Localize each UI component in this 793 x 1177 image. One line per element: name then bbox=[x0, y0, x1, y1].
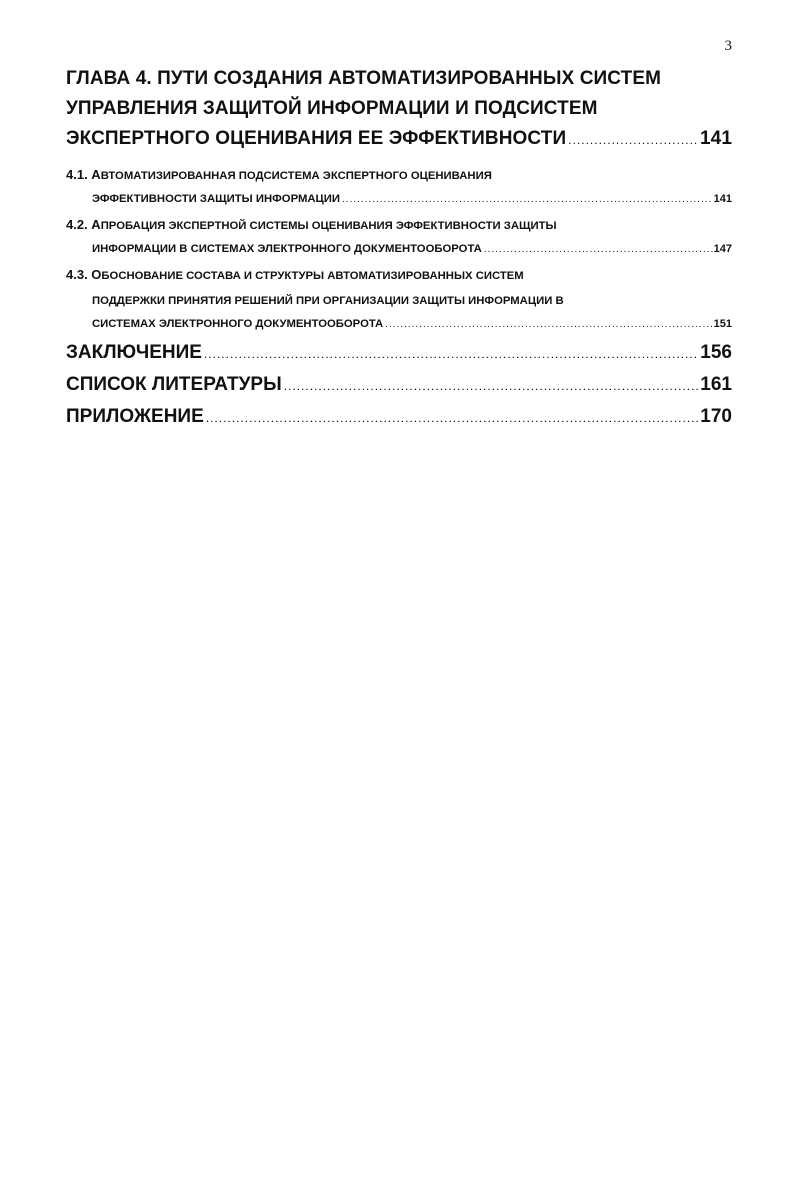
section-title-initial: О bbox=[91, 267, 102, 282]
section-entry-4-3[interactable] bbox=[66, 262, 732, 337]
toc-entry-appendix[interactable] bbox=[66, 401, 732, 433]
dot-leader bbox=[568, 125, 699, 155]
chapter-title-text: ЭКСПЕРТНОГО ОЦЕНИВАНИЯ ЕЕ ЭФФЕКТИВНОСТИ bbox=[66, 128, 567, 149]
section-title-text: БОСНОВАНИЕ СОСТАВА И СТРУКТУРЫ АВТОМАТИЗИРОВАННЫХ СИСТЕМ bbox=[101, 270, 524, 282]
dot-leader bbox=[204, 338, 699, 370]
section-page-number: 147 bbox=[713, 243, 732, 255]
section-number: 4.2. bbox=[66, 217, 92, 232]
section-title-line bbox=[66, 162, 732, 187]
chapter-title-line-1: ГЛАВА 4. ПУТИ СОЗДАНИЯ АВТОМАТИЗИРОВАННЫХ СИСТЕМ bbox=[66, 68, 662, 89]
entry-page-number: 170 bbox=[700, 406, 732, 427]
dot-leader bbox=[385, 312, 712, 337]
section-title-continuation: ИНФОРМАЦИИ В СИСТЕМАХ ЭЛЕКТРОННОГО ДОКУМЕНТООБОРОТА bbox=[92, 243, 482, 255]
entry-page-number: 156 bbox=[700, 342, 732, 363]
section-entry-4-2[interactable] bbox=[66, 212, 732, 262]
section-title-middle-line bbox=[66, 287, 732, 312]
section-page-number: 141 bbox=[713, 193, 732, 205]
chapter-entry[interactable] bbox=[66, 64, 732, 154]
section-title-line bbox=[66, 262, 732, 287]
toc-entry-conclusion[interactable] bbox=[66, 337, 732, 369]
chapter-page-number: 141 bbox=[699, 128, 732, 149]
section-number: 4.3. bbox=[66, 267, 92, 282]
section-title-last-line bbox=[66, 187, 732, 212]
entry-page-number: 161 bbox=[700, 374, 732, 395]
toc-entry-references[interactable] bbox=[66, 369, 732, 401]
table-of-contents bbox=[66, 64, 732, 433]
entry-label: СПИСОК ЛИТЕРАТУРЫ bbox=[66, 374, 282, 395]
section-title-text: ВТОМАТИЗИРОВАННАЯ ПОДСИСТЕМА ЭКСПЕРТНОГО ОЦЕНИВАНИЯ bbox=[100, 170, 492, 182]
section-title-line bbox=[66, 212, 732, 237]
entry-label: ЗАКЛЮЧЕНИЕ bbox=[66, 342, 202, 363]
dot-leader bbox=[484, 237, 713, 262]
section-title-continuation: ЭФФЕКТИВНОСТИ ЗАЩИТЫ ИНФОРМАЦИИ bbox=[92, 193, 341, 205]
section-title-continuation: ПОДДЕРЖКИ ПРИНЯТИЯ РЕШЕНИЙ ПРИ ОРГАНИЗАЦИИ ЗАЩИТЫ ИНФОРМАЦИИ В bbox=[92, 295, 564, 307]
section-title-text: ПРОБАЦИЯ ЭКСПЕРТНОЙ СИСТЕМЫ ОЦЕНИВАНИЯ ЭФФЕКТИВНОСТИ ЗАЩИТЫ bbox=[100, 220, 557, 232]
section-title-last-line bbox=[66, 312, 732, 337]
section-title-continuation: СИСТЕМАХ ЭЛЕКТРОННОГО ДОКУМЕНТООБОРОТА bbox=[92, 318, 384, 330]
dot-leader bbox=[284, 370, 700, 402]
entry-label: ПРИЛОЖЕНИЕ bbox=[66, 406, 204, 427]
dot-leader bbox=[342, 187, 713, 212]
section-title-initial: А bbox=[91, 167, 101, 182]
section-page-number: 151 bbox=[713, 318, 732, 330]
chapter-title-line-2: УПРАВЛЕНИЯ ЗАЩИТОЙ ИНФОРМАЦИИ И ПОДСИСТЕМ bbox=[66, 98, 598, 119]
chapter-title-line-3 bbox=[66, 124, 732, 154]
section-title-last-line bbox=[66, 237, 732, 262]
dot-leader bbox=[206, 402, 700, 434]
section-entry-4-1[interactable] bbox=[66, 162, 732, 212]
section-number: 4.1. bbox=[66, 167, 92, 182]
section-title-initial: А bbox=[91, 217, 101, 232]
page-number: 3 bbox=[724, 38, 732, 54]
